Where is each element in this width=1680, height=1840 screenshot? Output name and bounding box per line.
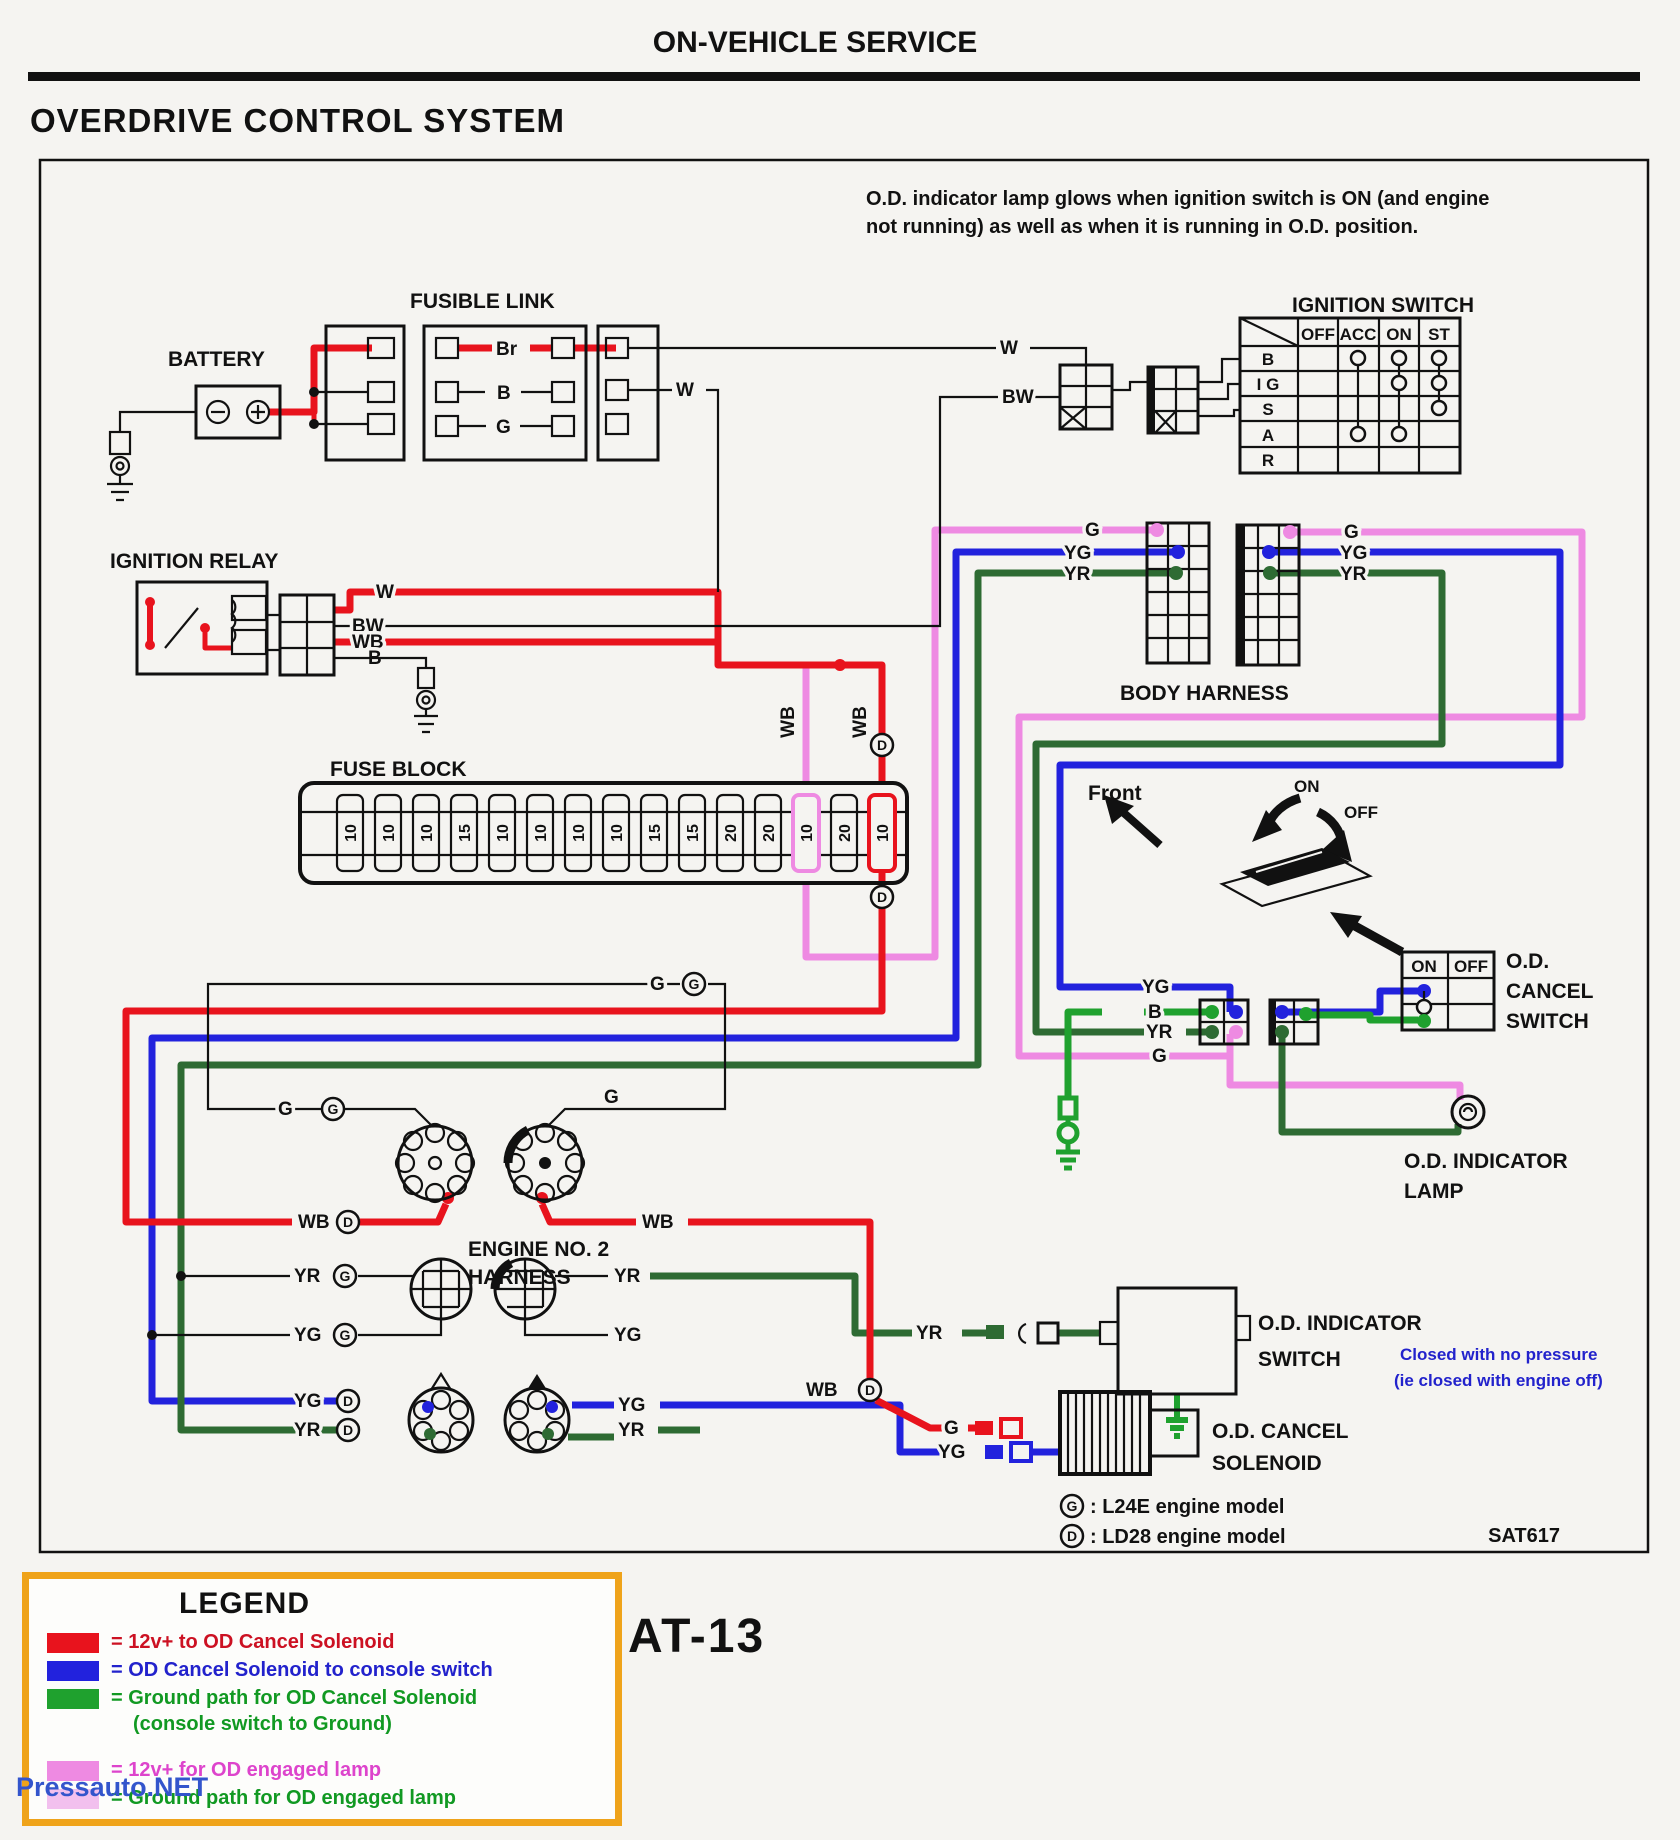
legend-text-1: = 12v+ to OD Cancel Solenoid: [111, 1631, 395, 1653]
fuse-3: 10: [419, 824, 436, 842]
relay-wire-w: W: [376, 582, 394, 603]
od-indicator-lamp: [1404, 1096, 1568, 1203]
ygd-right-label: YG: [618, 1395, 646, 1416]
page-number: AT-13: [628, 1610, 766, 1663]
yg-connector-glyph-1: [985, 1445, 1003, 1459]
code-d-far: D: [864, 1382, 876, 1398]
wire-label-w1: W: [1000, 338, 1018, 359]
wire-label-w2: W: [676, 380, 694, 401]
cc-g: G: [1152, 1046, 1167, 1067]
off-label: OFF: [1344, 803, 1378, 822]
fuse-10: 15: [685, 824, 702, 842]
ind-switch-label-1: O.D. INDICATOR: [1258, 1312, 1422, 1335]
ign-row-s: S: [1262, 400, 1274, 419]
ind-switch-note-2: (ie closed with engine off): [1394, 1371, 1603, 1390]
ign-row-r: R: [1261, 451, 1275, 470]
battery: [107, 348, 280, 500]
ind-switch-label-2: SWITCH: [1258, 1348, 1341, 1371]
odcs-label-2: CANCEL: [1506, 980, 1594, 1003]
note-code-g: G: [1066, 1498, 1078, 1514]
solenoid-g-label: G: [944, 1418, 959, 1439]
yg-connector-glyph-2: [1011, 1443, 1031, 1461]
g-row-right-label: G: [604, 1087, 619, 1108]
od-cancel-switch: [1402, 950, 1594, 1033]
legend-text-3b: (console switch to Ground): [133, 1713, 392, 1735]
engine-model-note: [1061, 1495, 1286, 1548]
wbd-left-label: WB: [298, 1212, 330, 1233]
note-line-2: not running) as well as when it is running in O.D. position.: [866, 216, 1419, 238]
engine-harness-round-connectors: [396, 1124, 584, 1202]
relay-wire-wb: WB: [352, 632, 384, 653]
wire-label-bw2: BW: [1002, 387, 1034, 408]
fuse-6: 10: [533, 824, 550, 842]
wire-green-to-ind-switch: [650, 1276, 1100, 1333]
legend-text-3: = Ground path for OD Cancel Solenoid: [111, 1687, 478, 1709]
g-row-left-label: G: [278, 1099, 293, 1120]
ign-row-ig: I G: [1256, 375, 1280, 394]
cc-yg: YG: [1142, 977, 1170, 998]
code-d-1: D: [876, 737, 888, 753]
yr-connector-glyph-2: [1038, 1323, 1058, 1343]
wb-pink-label: WB: [778, 706, 799, 738]
fusible-link-label: FUSIBLE LINK: [410, 290, 555, 313]
relay-wire-bw: BW: [352, 616, 384, 637]
fuse-15-red: 10: [875, 824, 892, 842]
diagram-code: SAT617: [1488, 1525, 1560, 1547]
section-heading: OVERDRIVE CONTROL SYSTEM: [30, 102, 565, 139]
fuse-13-pink: 10: [799, 824, 816, 842]
yrd-right-label: YR: [618, 1420, 645, 1441]
wbd-far-label: WB: [806, 1380, 838, 1401]
odcs-label-3: SWITCH: [1506, 1010, 1589, 1033]
wire-label-br: Br: [496, 339, 518, 360]
yr-connector-glyph-1: [986, 1325, 1004, 1339]
wire-pink-wb: [806, 665, 840, 784]
fuse-2: 10: [381, 824, 398, 842]
front-label: Front: [1088, 782, 1142, 805]
note-code-d: D: [1066, 1528, 1078, 1544]
engine-harness-g-row: [208, 973, 725, 1126]
b-ground-symbol: [1056, 1098, 1080, 1168]
legend-text-4: = 12v+ for OD engaged lamp: [111, 1759, 382, 1781]
code-g-row: G: [327, 1101, 339, 1117]
fuse-5: 10: [495, 824, 512, 842]
code-d-yr: D: [342, 1422, 354, 1438]
note-g-model: : L24E engine model: [1090, 1496, 1285, 1518]
fuse-11: 20: [723, 824, 740, 842]
od-lamp-label-2: LAMP: [1404, 1180, 1464, 1203]
fuse-8: 10: [609, 824, 626, 842]
code-d-2: D: [876, 889, 888, 905]
wire-pink-to-lamp: [1230, 1034, 1460, 1100]
solenoid-label-2: SOLENOID: [1212, 1452, 1322, 1475]
ign-col-off: OFF: [1301, 325, 1335, 344]
code-d-yg: D: [342, 1393, 354, 1409]
legend-swatch-green: [47, 1689, 99, 1709]
fuse-block-label: FUSE BLOCK: [330, 758, 467, 781]
yrd-left-label: YR: [294, 1420, 321, 1441]
engine-harness-label-1: ENGINE NO. 2: [468, 1238, 610, 1261]
bh-right-yr: YR: [1340, 564, 1367, 585]
od-lamp-note: [866, 188, 1489, 238]
code-g-984: G: [688, 976, 700, 992]
ind-switch-ground: [1166, 1394, 1188, 1436]
wbd-right-label: WB: [642, 1212, 674, 1233]
note-line-1: O.D. indicator lamp glows when ignition switch is ON (and engine: [866, 188, 1490, 210]
fuse-14: 20: [837, 824, 854, 842]
ygd-left-label: YG: [294, 1391, 322, 1412]
fuse-7: 10: [571, 824, 588, 842]
ign-row-b: B: [1261, 350, 1275, 369]
bh-right-yg: YG: [1340, 543, 1368, 564]
page-title: ON-VEHICLE SERVICE: [652, 26, 978, 59]
odcs-col-off: OFF: [1454, 957, 1488, 976]
header-rule: [28, 72, 1640, 81]
loop-wire-labels: [905, 454, 920, 475]
yr-connector-glyph-3: [1019, 1324, 1026, 1343]
ind-switch-note-1: Closed with no pressure: [1400, 1345, 1598, 1364]
solenoid-label-1: O.D. CANCEL: [1212, 1420, 1349, 1443]
odcs-label-1: O.D.: [1506, 950, 1550, 973]
od-indicator-switch: [916, 1288, 1603, 1394]
fusible-link: [309, 290, 658, 460]
ignition-switch: [1240, 294, 1474, 473]
on-label: ON: [1294, 777, 1320, 796]
fuse-1: 10: [343, 824, 360, 842]
body-harness: [1064, 520, 1367, 705]
code-d-row: D: [342, 1214, 354, 1230]
bh-left-yg: YG: [1064, 543, 1092, 564]
od-lamp-label-1: O.D. INDICATOR: [1404, 1150, 1568, 1173]
ignition-switch-connectors: [1060, 359, 1240, 433]
ind-switch-yr-label: YR: [916, 1323, 943, 1344]
ign-col-acc: ACC: [1339, 325, 1377, 344]
ign-col-on: ON: [1386, 325, 1412, 344]
fuse-12: 20: [761, 824, 778, 842]
wire-label-g: G: [496, 417, 511, 438]
bh-left-g: G: [1085, 520, 1100, 541]
wb-red-label: WB: [850, 706, 871, 738]
relay-wire-b: B: [368, 648, 382, 669]
odcs-col-on: ON: [1411, 957, 1437, 976]
ign-row-a: A: [1261, 426, 1275, 445]
solenoid-yg-label: YG: [938, 1442, 966, 1463]
bh-left-yr: YR: [1064, 564, 1091, 585]
legend-text-2: = OD Cancel Solenoid to console switch: [111, 1659, 493, 1681]
ignition-relay-label: IGNITION RELAY: [110, 550, 279, 573]
legend-title: LEGEND: [179, 1587, 311, 1620]
yrg-right-label: YR: [614, 1266, 641, 1287]
note-d-model: : LD28 engine model: [1090, 1526, 1286, 1548]
engine-harness-label-2: HARNESS: [468, 1266, 571, 1289]
yrg-left-label: YR: [294, 1266, 321, 1287]
wire-label-b: B: [497, 383, 511, 404]
ign-col-st: ST: [1428, 325, 1450, 344]
cc-yr: YR: [1146, 1022, 1173, 1043]
battery-label: BATTERY: [168, 348, 265, 371]
code-g-yg: G: [339, 1327, 351, 1343]
legend-swatch-red: [47, 1633, 99, 1653]
legend-swatch-blue: [47, 1661, 99, 1681]
fuse-9: 15: [647, 824, 664, 842]
g984-label: G: [650, 974, 665, 995]
bh-right-g: G: [1344, 522, 1359, 543]
wire-green-left: [181, 573, 1175, 1430]
fuse-4: 15: [457, 824, 474, 842]
ygg-left-label: YG: [294, 1325, 322, 1346]
fuse-block: [300, 758, 907, 883]
console-switch-illustration: [1088, 777, 1402, 952]
ignition-switch-label: IGNITION SWITCH: [1292, 294, 1474, 317]
cc-b: B: [1148, 1002, 1162, 1023]
ygg-right-label: YG: [614, 1325, 642, 1346]
legend-text-5: = Ground path for OD engaged lamp: [111, 1787, 457, 1809]
code-g-yr: G: [339, 1268, 351, 1284]
body-harness-label: BODY HARNESS: [1120, 682, 1289, 705]
watermark: Pressauto.NET: [16, 1772, 209, 1802]
